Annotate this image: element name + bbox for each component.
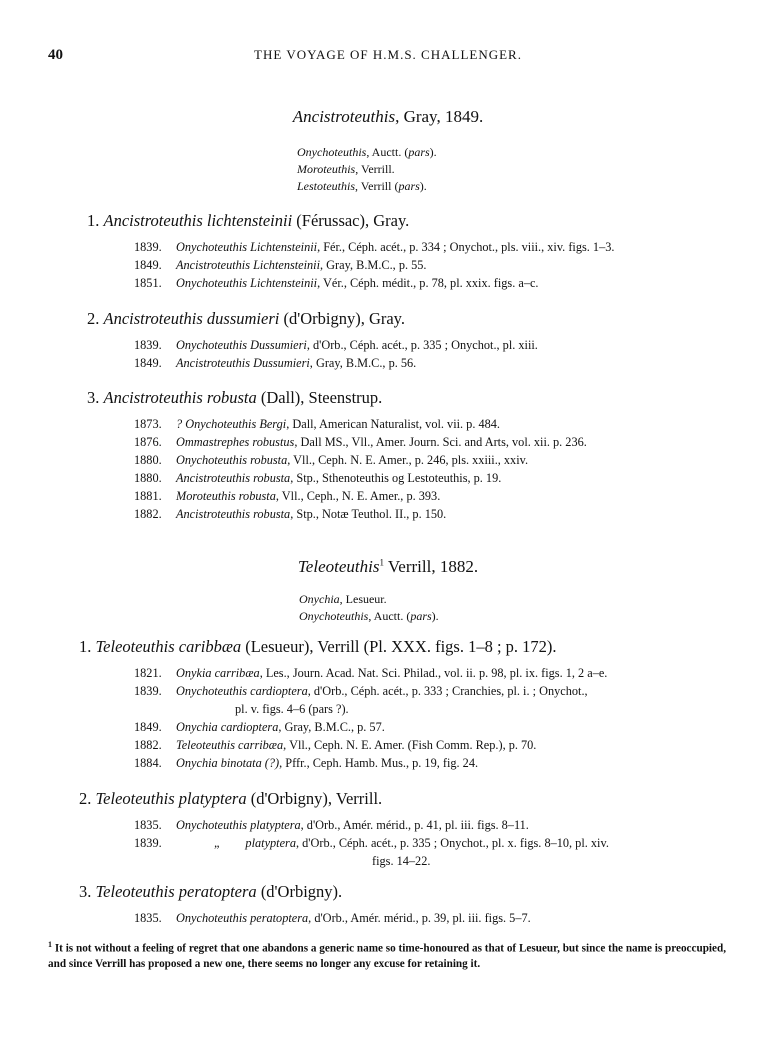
running-title: THE VOYAGE OF H.M.S. CHALLENGER. [254,47,522,62]
footnote-marker[interactable]: 1 [379,557,384,568]
reference-line: 1849. Ancistroteuthis Lichtensteinii, Gray, B.M.C., p. 55. [134,258,427,272]
reference-line: 1876. Ommastrephes robustus, Dall MS., Vll., Amer. Journ. Sci. and Arts, vol. xii. p. 236. [134,435,587,449]
genus-heading [0,107,776,127]
synonym-item: Moroteuthis, Verrill. [297,162,395,176]
reference-line: 1881. Moroteuthis robusta, Vll., Ceph., N. E. Amer., p. 393. [134,489,441,503]
reference-line: 1882. Teleoteuthis carribæa, Vll., Ceph. N. E. Amer. (Fish Comm. Rep.), p. 70. [134,738,537,752]
reference-line: 1835. Onychoteuthis platyptera, d'Orb., Amér. mérid., p. 41, pl. iii. figs. 8–11. [134,818,529,832]
synonym-list [297,144,437,195]
genus-name: Ancistroteuthis [292,107,396,126]
genus-name: Teleoteuthis [297,557,380,576]
synonym-item: Onychia, Lesueur. [299,592,387,606]
reference-line: 1849. Ancistroteuthis Dussumieri, Gray, B.M.C., p. 56. [134,356,417,370]
reference-line: 1880. Ancistroteuthis robusta, Stp., Sthenoteuthis og Lestoteuthis, p. 19. [134,471,502,485]
species-heading: 1. Ancistroteuthis lichtensteinii (Férussac), Gray. [87,211,410,230]
reference-line: 1882. Ancistroteuthis robusta, Stp., Notæ Teuthol. II., p. 150. [134,507,447,521]
species-heading: 1. Teleoteuthis caribbæa (Lesueur), Verrill (Pl. XXX. figs. 1–8 ; p. 172). [79,637,557,656]
genus-authority: , Gray, 1849. [395,107,484,126]
species-heading: 2. Teleoteuthis platyptera (d'Orbigny), Verrill. [79,789,383,808]
synonym-item: Onychoteuthis, Auctt. (pars). [299,609,439,623]
reference-line: 1821. Onykia carribæa, Les., Journ. Acad. Nat. Sci. Philad., vol. ii. p. 98, pl. ix. figs. 1, 2 a–e. [134,666,608,680]
reference-line: 1839. Onychoteuthis Lichtensteinii, Fér., Céph. acét., p. 334 ; Onychot., pls. viii., xiv. figs. 1–3. [134,240,615,254]
synonym-item: Lestoteuthis, Verrill (pars). [297,179,427,193]
reference-line: 1849. Onychia cardioptera, Gray, B.M.C., p. 57. [134,720,385,734]
page-header [48,47,728,67]
species-heading: 3. Teleoteuthis peratoptera (d'Orbigny). [79,882,343,901]
species-heading: 2. Ancistroteuthis dussumieri (d'Orbigny), Gray. [87,309,405,328]
footnote-mark: 1 [48,940,52,949]
genus-heading [0,557,776,577]
species-heading: 3. Ancistroteuthis robusta (Dall), Steenstrup. [87,388,383,407]
reference-line-continued: figs. 14–22. [372,854,431,868]
reference-line: 1884. Onychia binotata (?), Pffr., Ceph. Hamb. Mus., p. 19, fig. 24. [134,756,479,770]
reference-line: 1839. Onychoteuthis cardioptera, d'Orb., Céph. acét., p. 333 ; Cranchies, pl. i. ; Onychot., [134,684,588,698]
footnote-text: It is not without a feeling of regret that one abandons a generic name so time-honoured as that of Lesueur, but since the name is preoccupied, and since Verrill has proposed a new one, there seems no longer any excuse for retaining it. [48,942,727,970]
reference-line: 1835. Onychoteuthis peratoptera, d'Orb., Amér. mérid., p. 39, pl. iii. figs. 5–7. [134,911,531,925]
synonym-item: Onychoteuthis, Auctt. (pars). [297,145,437,159]
page-number: 40 [48,47,63,63]
reference-line: 1839. Onychoteuthis Dussumieri, d'Orb., Céph. acét., p. 335 ; Onychot., pl. xiii. [134,338,538,352]
synonym-list [299,591,439,625]
reference-line: 1851. Onychoteuthis Lichtensteinii, Vér., Céph. médit., p. 78, pl. xxix. figs. a–c. [134,276,539,290]
footnote [48,937,726,972]
reference-line: 1880. Onychoteuthis robusta, Vll., Ceph. N. E. Amer., p. 246, pls. xxiii., xxiv. [134,453,529,467]
reference-line: 1873. ? Onychoteuthis Bergi, Dall, American Naturalist, vol. vii. p. 484. [134,417,500,431]
reference-line: 1839. „ platyptera, d'Orb., Céph. acét., p. 335 ; Onychot., pl. x. figs. 8–10, pl. xiv. [134,836,609,850]
reference-line-continued: pl. v. figs. 4–6 (pars ?). [235,702,349,716]
genus-authority: Verrill, 1882. [383,557,479,576]
